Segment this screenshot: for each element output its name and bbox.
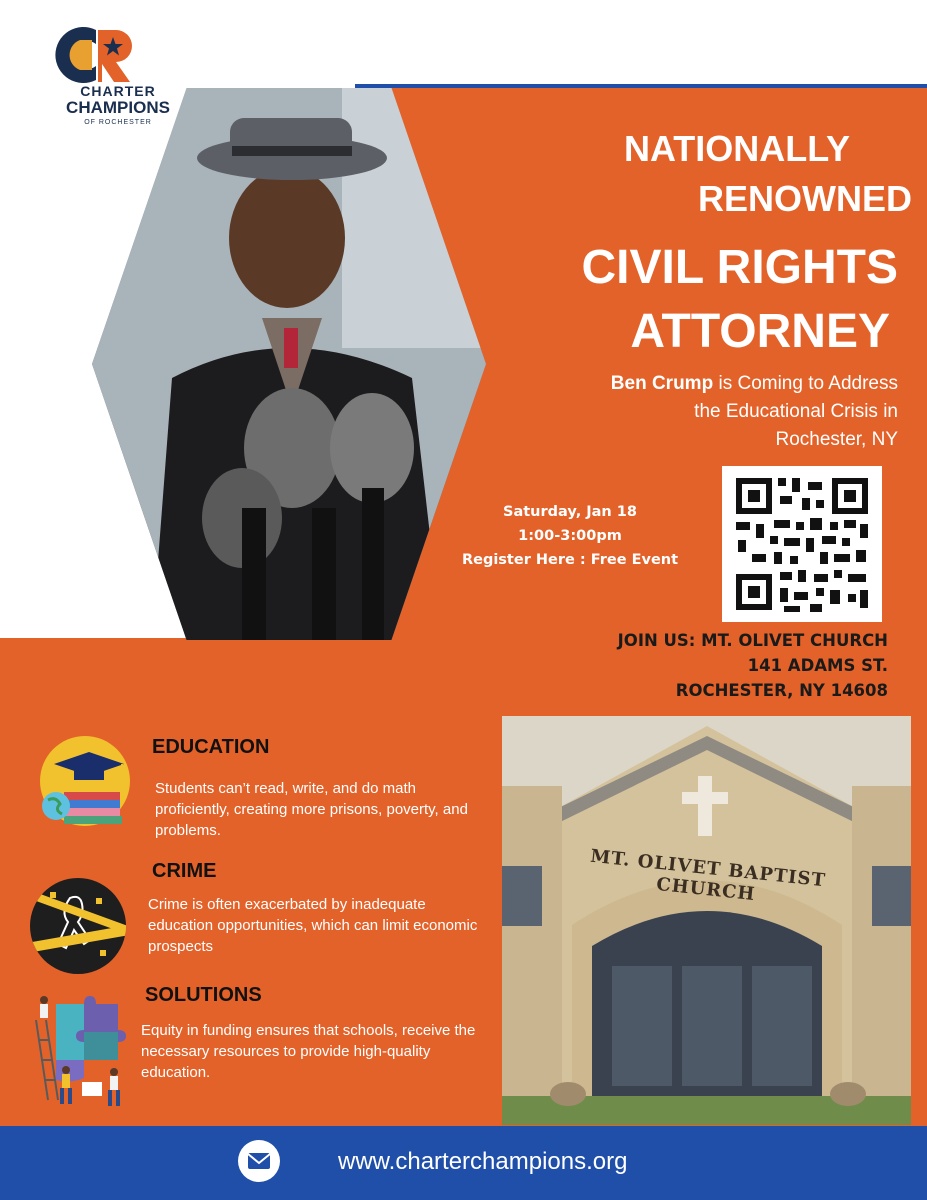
location-street: 141 ADAMS ST. xyxy=(747,656,888,675)
event-time: 1:00-3:00pm xyxy=(518,528,622,544)
headline-line-1: NATIONALLY xyxy=(623,128,850,169)
subheadline-text-3: Rochester, NY xyxy=(775,429,898,450)
event-location xyxy=(560,628,888,703)
event-date: Saturday, Jan 18 xyxy=(503,504,637,520)
section-title-solutions: SOLUTIONS xyxy=(145,984,262,1006)
website-link[interactable]: www.charterchampions.org xyxy=(338,1148,628,1175)
subheadline xyxy=(420,370,898,454)
section-title-crime: CRIME xyxy=(152,860,217,882)
speaker-name: Ben Crump xyxy=(610,373,714,394)
logo-line-rochester: OF ROCHESTER xyxy=(84,119,152,126)
qr-code-icon xyxy=(722,466,882,622)
logo-line-champions: CHAMPIONS xyxy=(66,98,170,117)
section-body-solutions: Equity in funding ensures that schools, receive the necessary resources to provide high-quality education. xyxy=(141,1022,476,1081)
solutions-icon xyxy=(30,990,136,1110)
location-venue: JOIN US: MT. OLIVET CHURCH xyxy=(617,631,888,650)
puzzle-team-icon xyxy=(30,990,136,1110)
section-body-crime: Crime is often exacerbated by inadequate education opportunities, which can limit economic prospects xyxy=(148,896,478,955)
crime-scene-icon xyxy=(30,878,126,974)
location-city: ROCHESTER, NY 14608 xyxy=(675,681,888,700)
logo-line-charter: CHARTER xyxy=(80,83,156,99)
church-photo xyxy=(502,716,911,1125)
section-title-education: EDUCATION xyxy=(152,736,270,758)
event-register[interactable]: Register Here : Free Event xyxy=(461,552,679,568)
logo-mark-icon xyxy=(36,24,166,86)
crime-icon xyxy=(30,878,126,974)
mail-button[interactable] xyxy=(238,1140,280,1182)
headline-line-2: RENOWNED xyxy=(698,178,912,219)
event-details xyxy=(430,500,710,572)
headline-line-4: ATTORNEY xyxy=(630,305,890,358)
registration-qr-code[interactable] xyxy=(722,466,882,622)
subheadline-text-2: the Educational Crisis in xyxy=(694,401,898,422)
church-illustration xyxy=(502,716,911,1125)
subheadline-text-1: is Coming to Address xyxy=(713,373,898,394)
graduation-books-icon xyxy=(34,734,134,834)
education-icon xyxy=(40,736,130,826)
church-sign-text: MT. OLIVET BAPTIST CHURCH xyxy=(589,845,827,906)
mail-icon xyxy=(238,1140,280,1182)
headline-line-3: CIVIL RIGHTS xyxy=(581,241,898,294)
section-body-education: Students can’t read, write, and do math proficiently, creating more prisons, poverty, and problems. xyxy=(155,780,468,839)
